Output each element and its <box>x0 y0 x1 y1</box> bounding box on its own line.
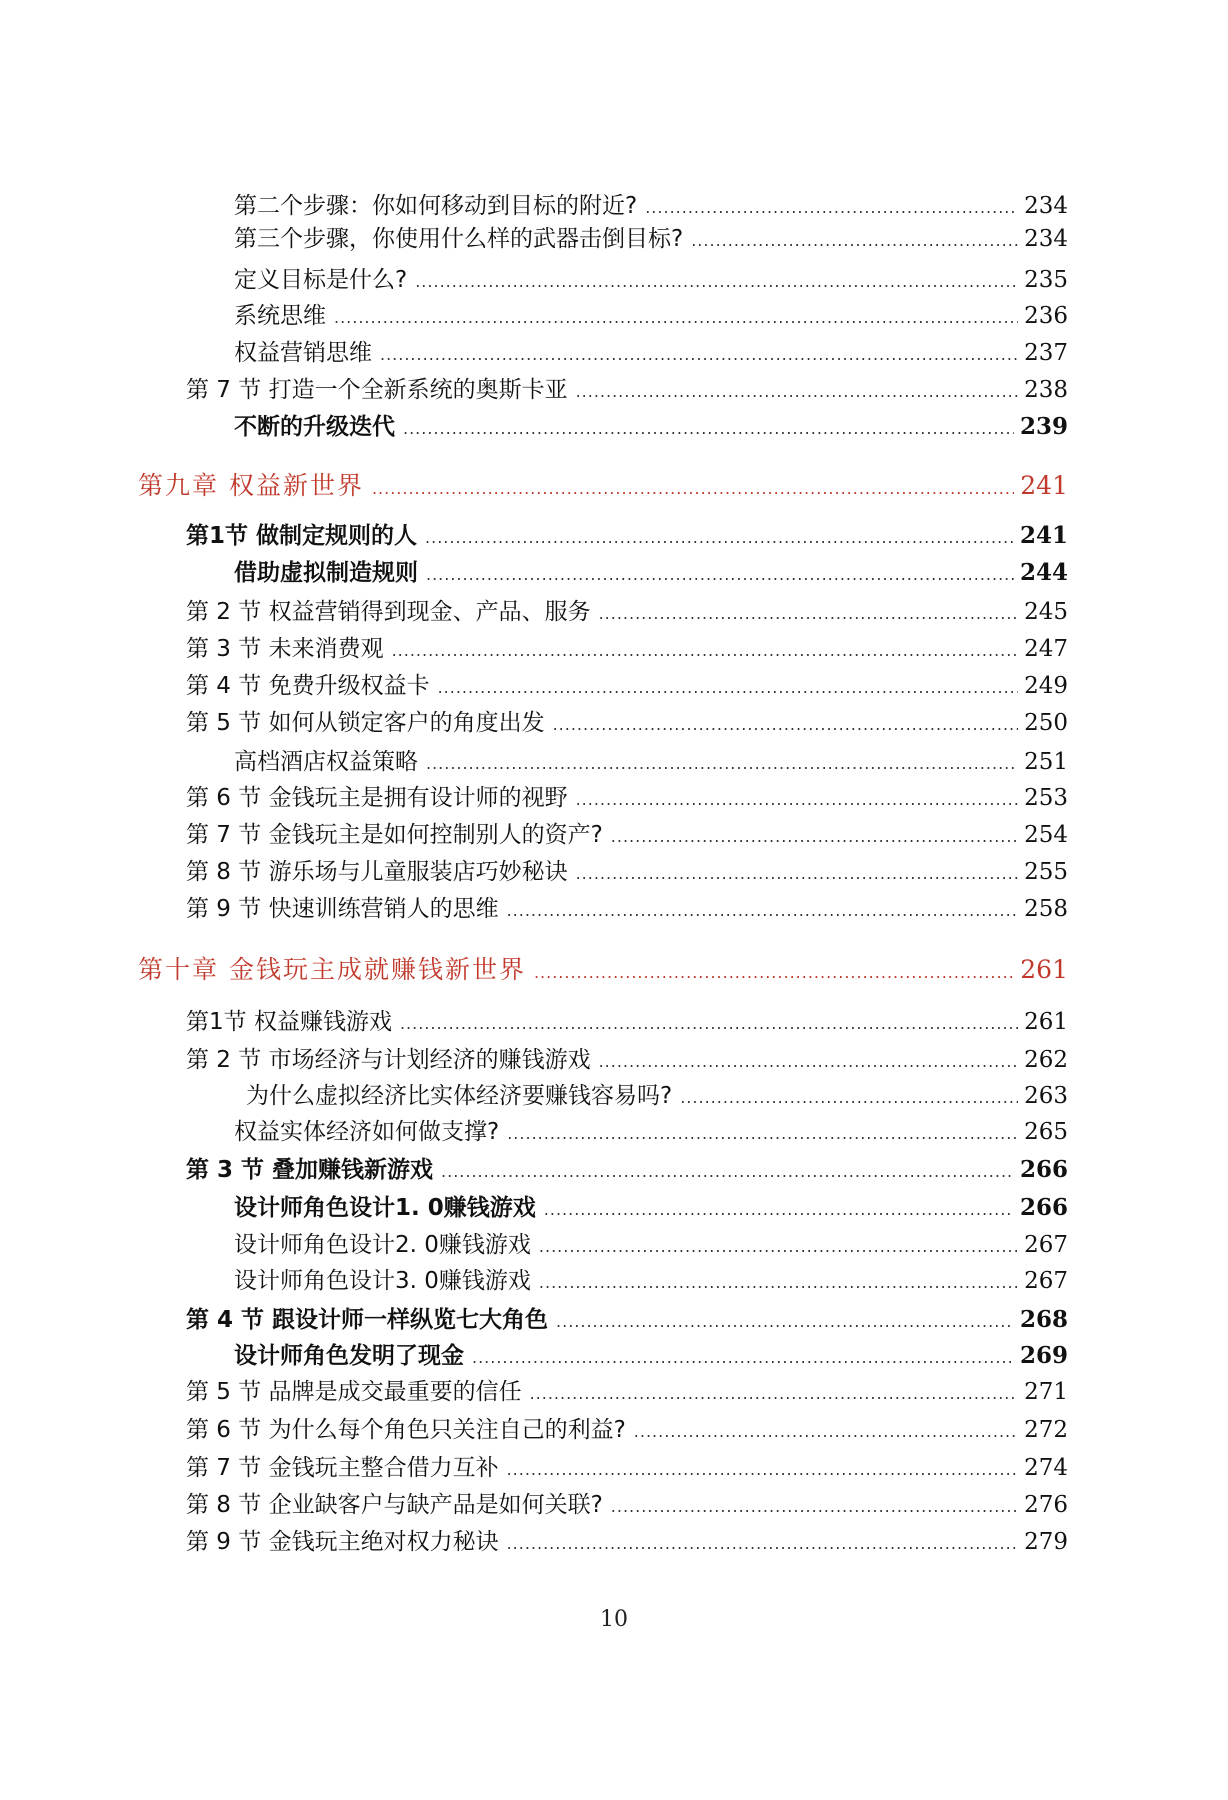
toc-entry-page: 234 <box>1024 193 1068 219</box>
toc-entry-page: 253 <box>1024 785 1068 811</box>
dot-leader <box>611 822 1018 852</box>
toc-entry-title: 定义目标是什么? <box>234 267 408 293</box>
toc-entry[interactable] <box>234 1230 1068 1262</box>
dot-leader <box>544 1195 1014 1225</box>
toc-chapter-10[interactable] <box>138 955 1068 988</box>
toc-entry-title: 第 3 节 未来消费观 <box>186 636 384 662</box>
toc-entry-page: 255 <box>1024 859 1068 885</box>
dot-leader <box>334 303 1018 333</box>
toc-entry[interactable] <box>246 1081 1068 1113</box>
dot-leader <box>556 1307 1014 1337</box>
toc-entry-page: 262 <box>1024 1047 1068 1073</box>
toc-entry-title: 设计师角色发明了现金 <box>234 1343 464 1369</box>
toc-entry-page: 268 <box>1019 1306 1068 1333</box>
toc-entry[interactable] <box>186 1527 1068 1559</box>
toc-entry[interactable] <box>186 708 1068 740</box>
dot-leader <box>599 599 1019 629</box>
toc-entry[interactable] <box>234 1266 1068 1298</box>
toc-entry[interactable] <box>234 747 1068 779</box>
page-number: 10 <box>600 1607 628 1632</box>
toc-entry-page: 267 <box>1024 1268 1068 1294</box>
toc-entry-title: 设计师角色设计1. 0赚钱游戏 <box>234 1195 536 1221</box>
toc-entry-title: 第 2 节 市场经济与计划经济的赚钱游戏 <box>186 1047 591 1073</box>
dot-leader <box>438 673 1019 703</box>
toc-entry[interactable] <box>186 1490 1068 1522</box>
toc-entry[interactable] <box>186 671 1068 703</box>
toc-entry-title: 第 8 节 企业缺客户与缺产品是如何关联? <box>186 1492 603 1518</box>
toc-entry-page: 247 <box>1024 636 1068 662</box>
dot-leader <box>380 340 1018 370</box>
dot-leader <box>472 1343 1014 1373</box>
toc-entry-title: 第 6 节 为什么每个角色只关注自己的利益? <box>186 1417 626 1443</box>
toc-entry-title: 第 2 节 权益营销得到现金、产品、服务 <box>186 599 591 625</box>
toc-entry-title: 第 7 节 打造一个全新系统的奥斯卡亚 <box>186 377 568 403</box>
dot-leader <box>576 859 1019 889</box>
dot-leader <box>611 1492 1018 1522</box>
dot-leader <box>553 710 1019 740</box>
toc-entry-title: 第 8 节 游乐场与儿童服装店巧妙秘诀 <box>186 859 568 885</box>
dot-leader <box>599 1047 1019 1077</box>
toc-entry-title: 第 4 节 免费升级权益卡 <box>186 673 430 699</box>
toc-entry-page: 236 <box>1024 303 1068 329</box>
toc-entry-title: 第 7 节 金钱玩主整合借力互补 <box>186 1455 499 1481</box>
toc-entry-title: 第 9 节 快速训练营销人的思维 <box>186 896 499 922</box>
toc-entry-page: 237 <box>1024 340 1068 366</box>
toc-entry-title: 第 7 节 金钱玩主是如何控制别人的资产? <box>186 822 603 848</box>
toc-entry-title: 第1节 权益赚钱游戏 <box>186 1009 392 1035</box>
toc-entry-page: 276 <box>1024 1492 1068 1518</box>
toc-entry[interactable] <box>186 1007 1068 1039</box>
dot-leader <box>645 193 1018 223</box>
toc-entry[interactable] <box>186 1155 1068 1187</box>
toc-entry[interactable] <box>186 820 1068 852</box>
toc-entry-title: 第 5 节 如何从锁定客户的角度出发 <box>186 710 545 736</box>
toc-entry-page: 234 <box>1024 226 1068 252</box>
toc-entry[interactable] <box>234 265 1068 297</box>
toc-entry-title: 第 4 节 跟设计师一样纵览七大角色 <box>186 1307 549 1333</box>
toc-entry[interactable] <box>234 1193 1068 1225</box>
toc-entry-page: 251 <box>1024 749 1068 775</box>
toc-entry-title: 第 5 节 品牌是成交最重要的信任 <box>186 1379 522 1405</box>
toc-entry-page: 261 <box>1024 1009 1068 1035</box>
toc-entry-title: 权益营销思维 <box>234 340 372 366</box>
toc-entry[interactable] <box>186 783 1068 815</box>
toc-entry-page: 263 <box>1024 1083 1068 1109</box>
toc-entry-page: 238 <box>1024 377 1068 403</box>
dot-leader <box>680 1083 1018 1113</box>
toc-entry[interactable] <box>186 1045 1068 1077</box>
dot-leader <box>426 560 1014 590</box>
dot-leader <box>576 377 1019 407</box>
toc-entry-title: 借助虚拟制造规则 <box>234 560 418 586</box>
toc-entry-page: 241 <box>1019 522 1068 549</box>
toc-entry-page: 239 <box>1019 413 1068 440</box>
dot-leader <box>426 749 1018 779</box>
dot-leader <box>507 896 1019 926</box>
toc-entry-page: 249 <box>1024 673 1068 699</box>
dot-leader <box>392 636 1019 666</box>
toc-entry-page: 271 <box>1024 1379 1068 1405</box>
dot-leader <box>507 1119 1018 1149</box>
toc-entry[interactable] <box>234 1117 1068 1149</box>
toc-entry-page: 266 <box>1019 1156 1068 1183</box>
toc-entry[interactable] <box>234 558 1068 590</box>
toc-entry-page: 265 <box>1024 1119 1068 1145</box>
dot-leader <box>530 1379 1019 1409</box>
toc-entry[interactable] <box>234 224 1068 256</box>
toc-entry-title: 第二个步骤：你如何移动到目标的附近? <box>234 193 638 219</box>
toc-entry[interactable] <box>234 301 1068 333</box>
toc-entry[interactable] <box>186 1453 1068 1485</box>
dot-leader <box>634 1417 1018 1447</box>
toc-entry[interactable] <box>234 412 1068 444</box>
toc-entry-title: 为什么虚拟经济比实体经济要赚钱容易吗? <box>246 1083 673 1109</box>
toc-entry-title: 第1节 做制定规则的人 <box>186 523 418 549</box>
toc-entry-title: 第 3 节 叠加赚钱新游戏 <box>186 1157 434 1183</box>
dot-leader <box>441 1157 1014 1187</box>
toc-entry-page: 245 <box>1024 599 1068 625</box>
toc-entry[interactable] <box>186 634 1068 666</box>
toc-entry-title: 第 9 节 金钱玩主绝对权力秘诀 <box>186 1529 499 1555</box>
dot-leader <box>539 1232 1018 1262</box>
toc-entry-title: 权益实体经济如何做支撑? <box>234 1119 500 1145</box>
dot-leader <box>425 523 1014 553</box>
toc-entry[interactable] <box>234 1341 1068 1373</box>
toc-entry[interactable] <box>186 521 1068 553</box>
toc-entry[interactable] <box>186 597 1068 629</box>
dot-leader <box>415 267 1018 297</box>
toc-entry-page: 254 <box>1024 822 1068 848</box>
dot-leader <box>372 474 1014 504</box>
toc-entry-title: 系统思维 <box>234 303 326 329</box>
toc-chapter-9[interactable] <box>138 471 1068 504</box>
toc-entry-title: 高档酒店权益策略 <box>234 749 418 775</box>
dot-leader <box>691 226 1018 256</box>
toc-entry[interactable] <box>186 1377 1068 1409</box>
toc-entry-page: 279 <box>1024 1529 1068 1555</box>
toc-entry-page: 244 <box>1019 559 1068 586</box>
toc-entry-title: 不断的升级迭代 <box>234 414 395 440</box>
toc-entry-page: 269 <box>1019 1342 1068 1369</box>
toc-entry-page: 267 <box>1024 1232 1068 1258</box>
toc-entry-page: 235 <box>1024 267 1068 293</box>
toc-chapter-page: 241 <box>1020 471 1068 500</box>
toc-entry[interactable] <box>186 1305 1068 1337</box>
toc-entry[interactable] <box>186 1415 1068 1447</box>
toc-chapter-title: 第十章 金钱玩主成就赚钱新世界 <box>138 955 526 984</box>
dot-leader <box>507 1455 1019 1485</box>
toc-entry-page: 258 <box>1024 896 1068 922</box>
toc-entry-page: 266 <box>1019 1194 1068 1221</box>
dot-leader <box>403 414 1014 444</box>
toc-entry-title: 第三个步骤，你使用什么样的武器击倒目标? <box>234 226 684 252</box>
toc-chapter-page: 261 <box>1020 955 1068 984</box>
toc-entry[interactable] <box>186 894 1068 926</box>
toc-entry-page: 250 <box>1024 710 1068 736</box>
toc-entry-page: 274 <box>1024 1455 1068 1481</box>
toc-entry-title: 设计师角色设计2. 0赚钱游戏 <box>234 1232 531 1258</box>
toc-entry-title: 设计师角色设计3. 0赚钱游戏 <box>234 1268 531 1294</box>
toc-entry[interactable] <box>234 338 1068 370</box>
toc-entry-page: 272 <box>1024 1417 1068 1443</box>
toc-entry-title: 第 6 节 金钱玩主是拥有设计师的视野 <box>186 785 568 811</box>
toc-entry[interactable] <box>186 375 1068 407</box>
dot-leader <box>576 785 1019 815</box>
toc-entry[interactable] <box>186 857 1068 889</box>
toc-chapter-title: 第九章 权益新世界 <box>138 471 364 500</box>
dot-leader <box>507 1529 1019 1559</box>
dot-leader <box>539 1268 1018 1298</box>
dot-leader <box>534 958 1014 988</box>
toc-entry[interactable] <box>234 191 1068 223</box>
dot-leader <box>400 1009 1018 1039</box>
